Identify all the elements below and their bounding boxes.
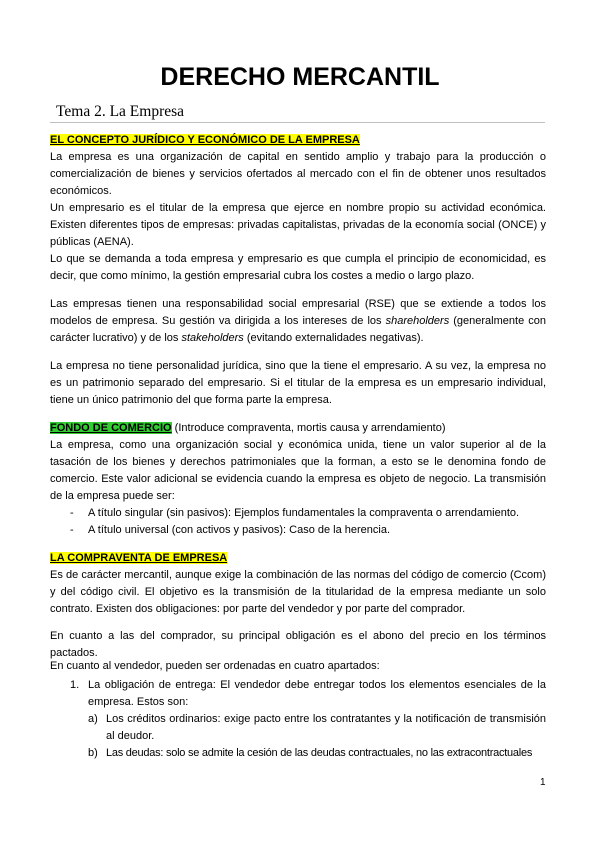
section-heading-concepto-text: EL CONCEPTO JURÍDICO Y ECONÓMICO DE LA EMPRESA <box>50 134 360 146</box>
section-heading-fondo <box>50 420 546 437</box>
rse-text-2: (generalmente con carácter lucrativo) y de los <box>50 315 546 344</box>
paragraph-empresario: Un empresario es el titular de la empresa que ejerce en nombre propio su actividad económica. Existen diferentes tipos de empresas: privadas capitalistas, privadas de la economía social (ONCE) y públicas (AENA). <box>50 202 546 248</box>
document-title: DERECHO MERCANTIL <box>160 63 440 91</box>
rse-stakeholders: stakeholders <box>181 332 244 344</box>
sublist-letter: a) <box>88 713 98 725</box>
paragraph-fondo-comercio: La empresa, como una organización social y económica unida, tiene un valor superior al de la tasación de los bienes y derechos patrimoniales que la forman, a esto se le denomina fondo de comercio. Este valor adicional se evidencia cuando la empresa es objeto de negocio. La transmisión de la empresa puede ser: <box>50 439 546 502</box>
ordered-list-item-entrega: La obligación de entrega: El vendedor debe entregar todos los elementos esenciales de la empresa. Estos son: <box>88 679 546 708</box>
section-heading-fondo-text: FONDO DE COMERCIO <box>50 422 172 434</box>
paragraph-compraventa: Es de carácter mercantil, aunque exige la combinación de las normas del código de comercio (Ccom) y del código civil. El objetivo es la transmisión de la titularidad de la empresa mediante un solo contrato. Existen dos obligaciones: por parte del vendedor y por parte del comprador. <box>50 569 546 615</box>
list-item-universal: A título universal (con activos y pasivos): Caso de la herencia. <box>88 524 391 536</box>
sublist-item-deudas: Las deudas: solo se admite la cesión de las deudas contractuales, no las extracontractuales <box>106 747 533 759</box>
section-heading-fondo-note: (Introduce compraventa, mortis causa y arrendamiento) <box>171 422 446 434</box>
paragraph-comprador: En cuanto a las del comprador, su principal obligación es el abono del precio en los términos pactados. <box>50 630 546 659</box>
ordered-list-number: 1. <box>70 679 80 691</box>
paragraph-definicion-empresa: La empresa es una organización de capital en sentido amplio y trabajo para la producción o comercialización de bienes y servicios ofertados al mercado con el fin de obtener unos resultados económicos. <box>50 151 546 197</box>
header-divider <box>50 122 545 123</box>
section-heading-concepto <box>50 132 546 149</box>
section-heading-compraventa-text: LA COMPRAVENTA DE EMPRESA <box>50 552 228 564</box>
paragraph-rse <box>50 296 546 347</box>
rse-text-3: (evitando externalidades negativas). <box>243 332 424 344</box>
list-item-singular: A título singular (sin pasivos): Ejemplos fundamentales la compraventa o arrendamiento. <box>88 507 520 519</box>
rse-text-1: Las empresas tienen una responsabilidad social empresarial (RSE) que se extiende a todos los modelos de empresa. Su gestión va dirigida a los intereses de los <box>50 298 546 327</box>
list-dash: - <box>70 507 74 519</box>
document-subtitle: Tema 2. La Empresa <box>56 103 185 120</box>
sublist-item-creditos: Los créditos ordinarios: exige pacto entre los contratantes y la notificación de transmisión al deudor. <box>106 713 546 742</box>
list-dash: - <box>70 524 74 536</box>
page-number: 1 <box>540 777 546 788</box>
rse-shareholders: shareholders <box>385 315 450 327</box>
paragraph-vendedor: En cuanto al vendedor, pueden ser ordenadas en cuatro apartados: <box>50 660 380 672</box>
sublist-letter: b) <box>88 747 98 759</box>
paragraph-personalidad-juridica: La empresa no tiene personalidad jurídica, sino que la tiene el empresario. A su vez, la empresa no es un patrimonio separado del empresario. Si el titular de la empresa es un empresario individual, tiene un único patrimonio del que forma parte la empresa. <box>50 360 546 406</box>
paragraph-economicidad: Lo que se demanda a toda empresa y empresario es que cumpla el principio de economicidad, es decir, que como mínimo, la gestión empresarial cubra los costes a medio o largo plazo. <box>50 253 546 282</box>
section-heading-compraventa <box>50 550 546 567</box>
